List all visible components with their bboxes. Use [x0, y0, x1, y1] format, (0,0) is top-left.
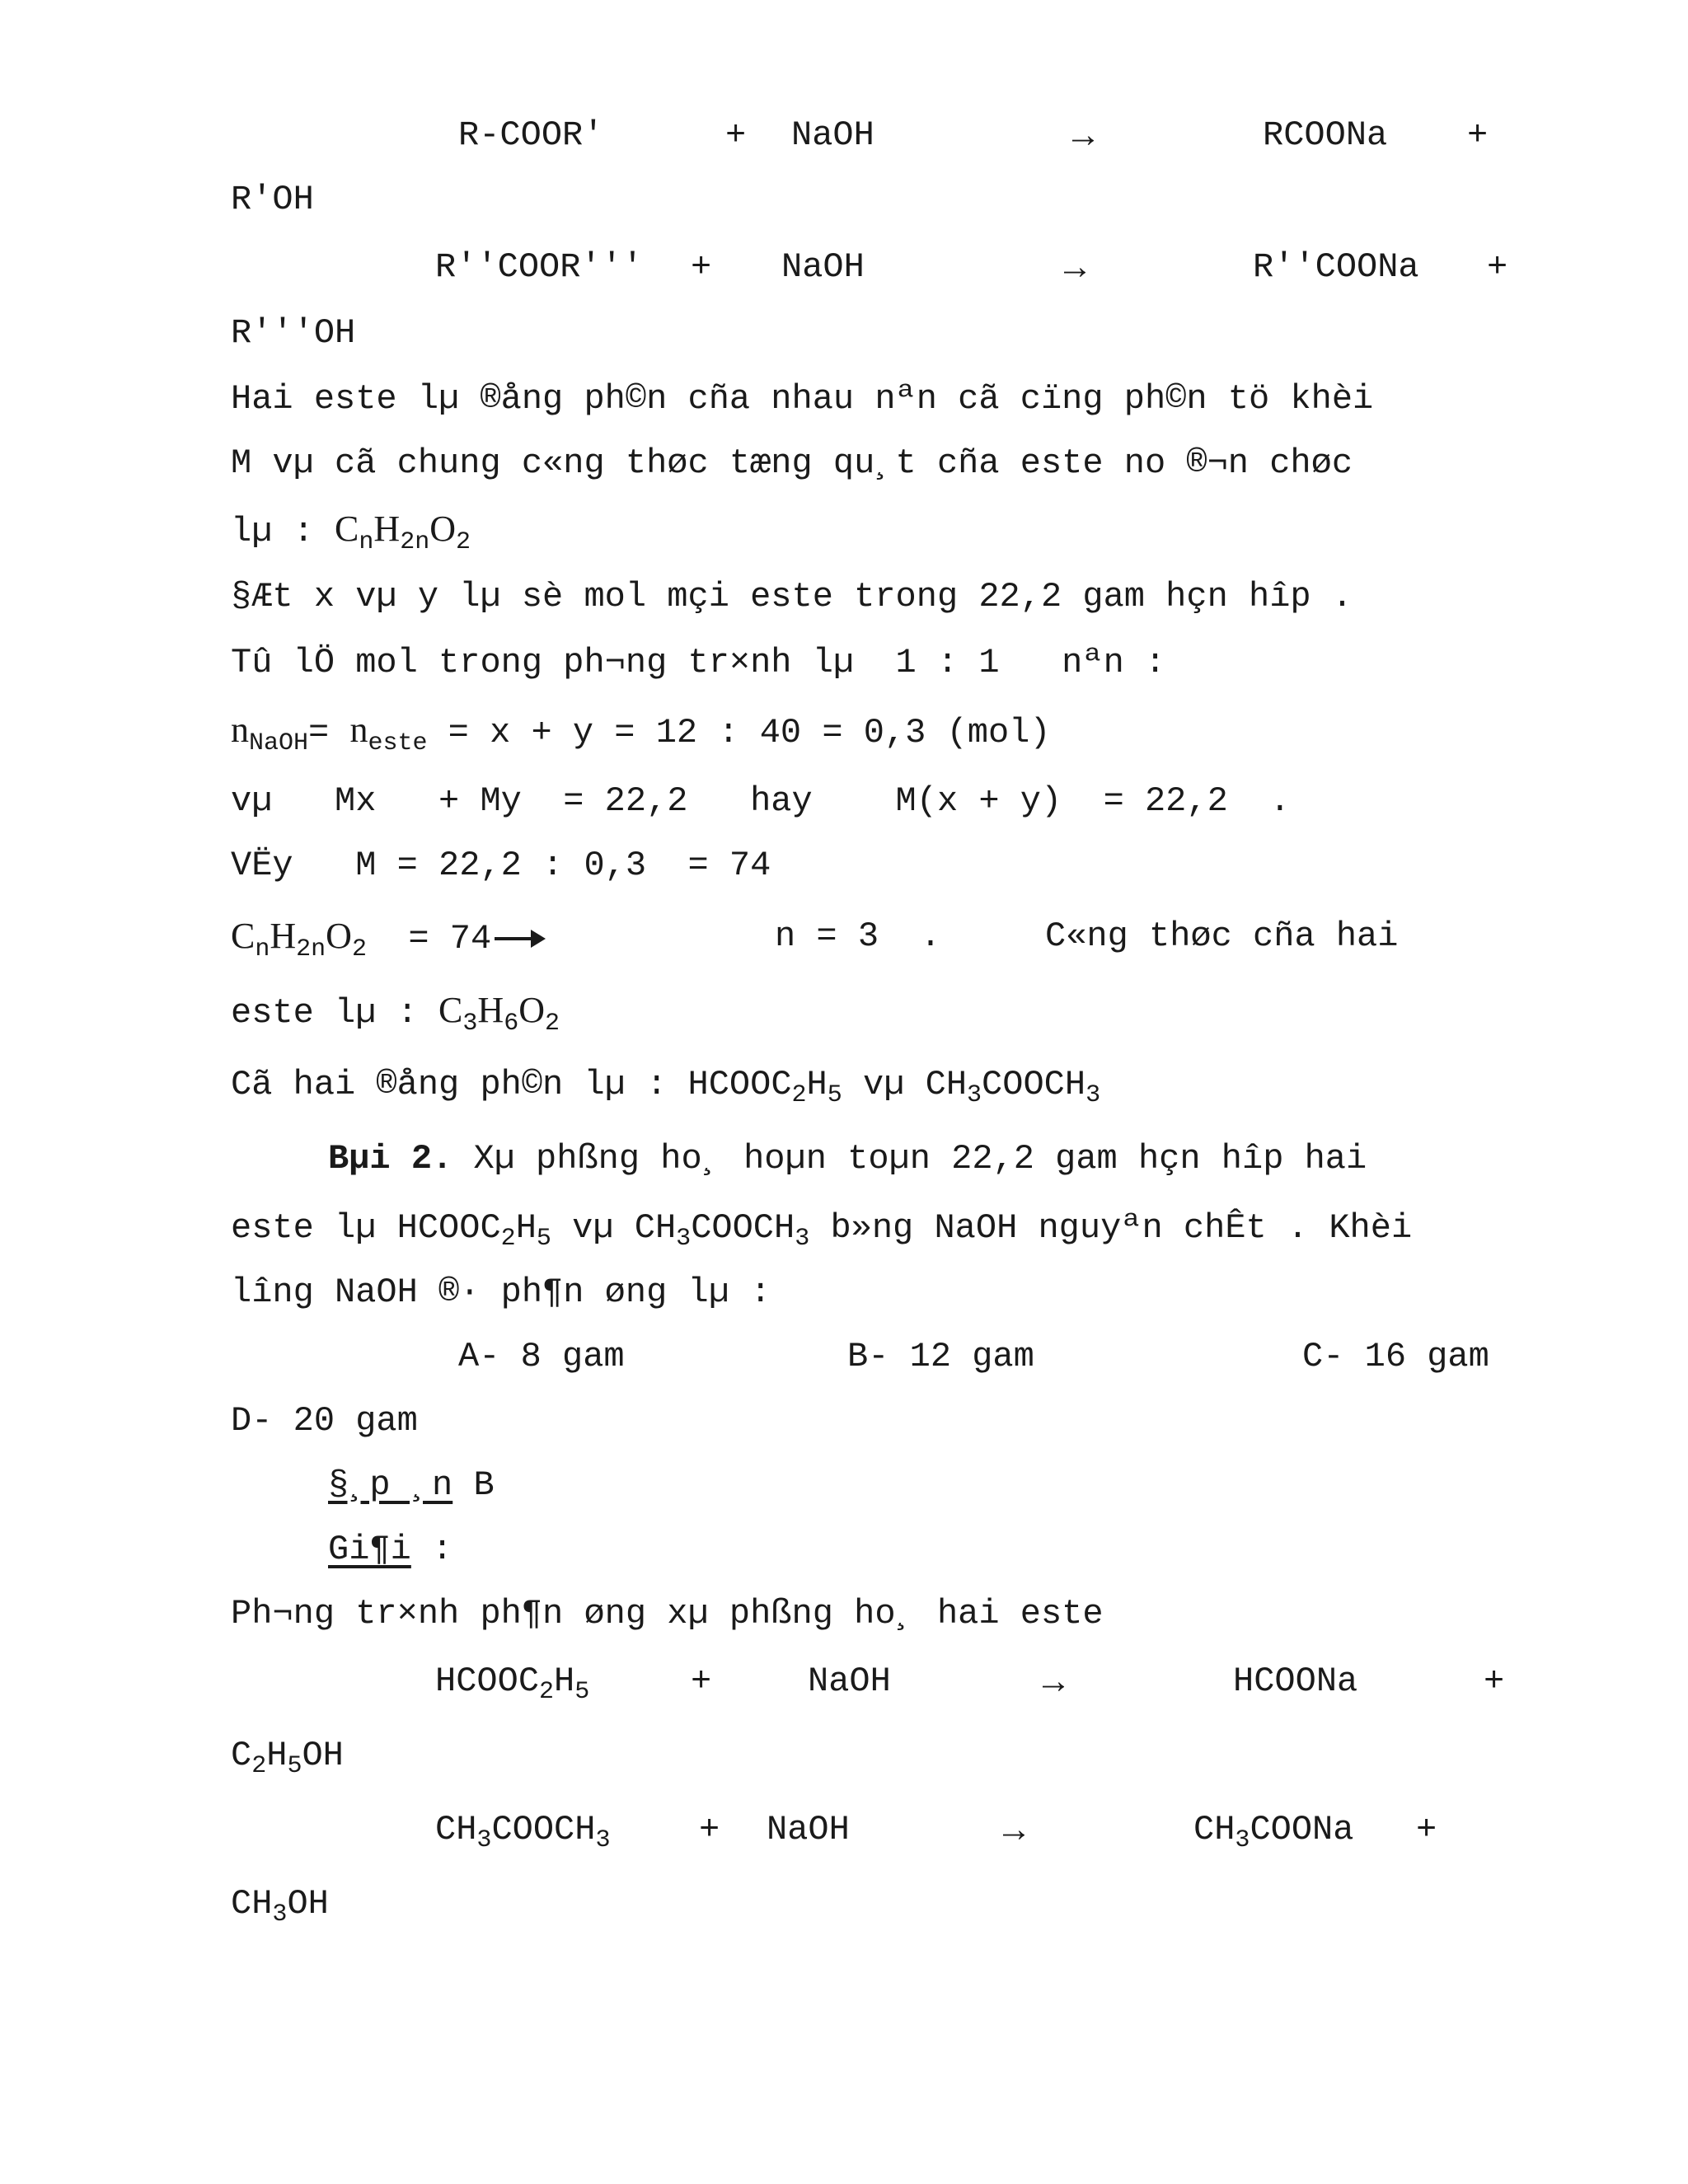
eq3-reactant2: NaOH: [808, 1661, 891, 1701]
text-line-molar-mass: VËy M = 22,2 : 0,3 = 74: [231, 846, 771, 885]
text-line-ester-formula: este lµ : $C_3H_6O_2$: [231, 990, 560, 1038]
text-line-isomers: Hai este lµ ®ång ph©n cña nhau nªn cã cïng ph©n tö khèi: [231, 379, 1374, 419]
solution-heading: Gi¶i :: [328, 1530, 453, 1569]
eq1-plus1: +: [725, 115, 747, 155]
eq4-product1: $CH_3COONa$: [1193, 1810, 1354, 1854]
text-line-variables: §Æt x vµ y lµ sè mol mçi este trong 22,2 gam hçn hîp .: [231, 577, 1353, 616]
right-arrow-icon: [495, 937, 542, 940]
answer-line: [328, 1462, 495, 1508]
text-line-moles: $n_{NaOH}= n_{este} = x + y = 12$ : 40 = 0,3 (mol): [231, 710, 1051, 757]
question-title: Bµi 2.: [328, 1139, 453, 1179]
eq1-arrow: →: [1065, 115, 1101, 155]
eq2-product2: R′′′OH: [231, 313, 356, 353]
eq2-reactant1: R′′COOR′′′: [435, 247, 644, 287]
answer-value: B: [452, 1465, 495, 1505]
option-d: D- 20 gam: [231, 1401, 418, 1441]
eq3-product2: $C_2H_5OH$: [231, 1736, 344, 1780]
eq1-product1: RCOONa: [1263, 115, 1388, 155]
text-line-solve-n: $C_nH_{2n}O_2 = 74$: [231, 913, 542, 962]
question-line-1: Bµi 2. Xµ phßng ho¸ hoµn toµn 22,2 gam hçn hîp hai: [328, 1139, 1367, 1179]
text-line-mass-equation: vµ Mx + My = 22,2 hay M(x + y) = 22,2 .: [231, 781, 1291, 821]
question-line-3: lîng NaOH ®· ph¶n øng lµ :: [231, 1272, 771, 1312]
eq3-plus2: +: [1484, 1661, 1505, 1701]
eq3-plus1: +: [691, 1661, 712, 1701]
eq4-plus2: +: [1416, 1810, 1437, 1849]
answer-label: §¸p ¸n: [328, 1465, 453, 1505]
question-line-2: este lµ $HCOOC_2H_5$ vµ $CH_3COOCH_3$ b»ng NaOH nguyªn chÊt . Khèi: [231, 1208, 1413, 1253]
eq3-arrow: →: [1035, 1661, 1071, 1701]
eq4-reactant1: $CH_3COOCH_3$: [435, 1810, 611, 1854]
eq4-plus1: +: [699, 1810, 720, 1849]
eq3-product1: HCOONa: [1233, 1661, 1358, 1701]
text-line-two-isomers: Cã hai ®ång ph©n lµ : $HCOOC_2H_5$ vµ $CH_3COOCH_3$: [231, 1065, 1101, 1109]
text-line-formula-of-two: C«ng thøc cña hai: [1045, 916, 1399, 956]
eq4-arrow: →: [996, 1809, 1032, 1849]
text-line-formula-intro: M vµ cã chung c«ng thøc tæng qu¸t cña este no ®¬n chøc: [231, 443, 1353, 483]
option-c: C- 16 gam: [1302, 1337, 1489, 1376]
text-line-n-value: n = 3 .: [775, 916, 941, 956]
option-b: B- 12 gam: [847, 1337, 1034, 1376]
eq1-product2: R′OH: [231, 180, 314, 219]
text-line-general-formula: lµ : $C_nH_{2n}O_2$: [231, 509, 471, 556]
eq4-reactant2: NaOH: [767, 1810, 850, 1849]
eq2-plus1: +: [691, 247, 712, 287]
eq2-plus2: +: [1487, 247, 1508, 287]
option-a: A- 8 gam: [458, 1337, 625, 1376]
eq1-reactant2: NaOH: [791, 115, 874, 155]
eq1-plus2: +: [1467, 115, 1489, 155]
eq1-reactant1: R-COOR′: [458, 115, 604, 155]
eq2-product1: R′′COONa: [1253, 247, 1419, 287]
eq2-reactant2: NaOH: [781, 247, 865, 287]
text-line-ratio: Tû lÖ mol trong ph¬ng tr×nh lµ 1 : 1 nªn :: [231, 643, 1166, 682]
eq2-arrow: →: [1057, 246, 1093, 287]
text-line-reaction-intro: Ph¬ng tr×nh ph¶n øng xµ phßng ho¸ hai este: [231, 1594, 1104, 1633]
eq3-reactant1: $HCOOC_2H_5$: [435, 1661, 590, 1706]
eq4-product2: $CH_3OH$: [231, 1884, 329, 1929]
